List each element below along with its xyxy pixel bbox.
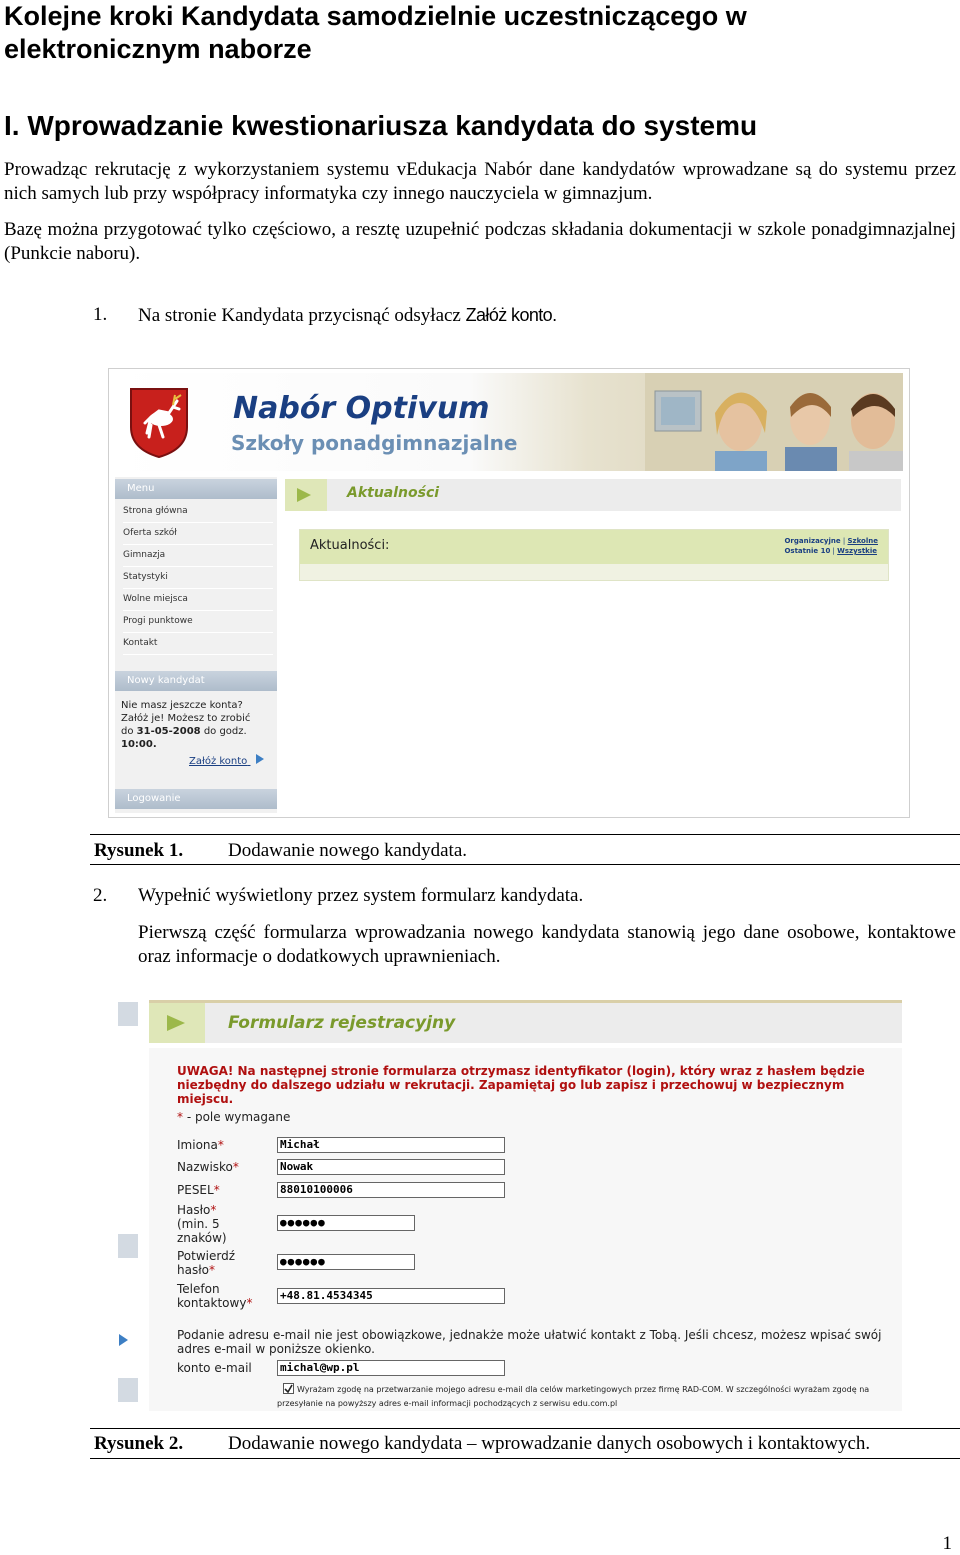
left-strip-block <box>118 1234 138 1258</box>
consent-text: Wyrażam zgodę na przetwarzanie mojego adresu e-mail dla celów marketingowych przez firmę RAD-COM. W szczególności wyrażam zgodę na przesyłanie na powyższy adres e-mail informacji pochodzących z serwisu edu.com.pl <box>277 1385 870 1408</box>
step2-text: Wypełnić wyświetlony przez system formularz kandydata. <box>138 885 584 906</box>
figure1-caption: Dodawanie nowego kandydata. <box>228 840 468 861</box>
content-title: Aktualności <box>347 485 440 501</box>
site-brand: Nabór Optivum <box>233 391 490 426</box>
last-name-label <box>177 1160 239 1174</box>
first-name-label <box>177 1138 224 1152</box>
news-link-school[interactable]: Szkolne <box>847 537 878 545</box>
menu-item-thresholds[interactable]: Progi punktowe <box>123 611 273 633</box>
page-number: 1 <box>942 1533 952 1554</box>
arrow-right-icon <box>285 479 327 511</box>
step1-link-text: Załóż konto. <box>465 305 557 325</box>
menu-item-school-offer[interactable]: Oferta szkół <box>123 523 273 545</box>
create-account-link-label[interactable]: Załóż konto <box>189 756 248 767</box>
password-hint-2: znaków) <box>177 1231 227 1245</box>
caption1-top-rule <box>90 834 960 835</box>
content-header <box>285 479 901 511</box>
figure1-label: Rysunek 1. <box>94 840 184 861</box>
menu-item-home[interactable]: Strona główna <box>123 501 273 523</box>
phone-label-text-1: Telefon <box>177 1282 220 1296</box>
new-candidate-box <box>121 699 271 768</box>
confirm-label-text-2: hasło <box>177 1263 209 1277</box>
sidebar <box>115 477 277 813</box>
login-header[interactable]: Logowanie <box>115 789 277 809</box>
paragraph-1: Prowadząc rekrutację z wykorzystaniem systemu vEdukacja Nabór dane kandydatów wprowadzane są do systemu przez nich samych lub przy współpracy informatyka czy innego nauczyciela w gimnazjum. <box>4 159 956 204</box>
menu-header: Menu <box>115 479 277 499</box>
news-bar <box>300 530 888 564</box>
site-subtitle: Szkoły ponadgimnazjalne <box>231 431 518 455</box>
screenshot-main-page <box>108 368 910 818</box>
figure2-caption: Dodawanie nowego kandydata – wprowadzanie danych osobowych i kontaktowych. <box>228 1433 871 1454</box>
caption1-bottom-rule <box>90 864 960 865</box>
form-body <box>149 1048 902 1411</box>
password-label-text: Hasło <box>177 1203 211 1217</box>
news-link-last10[interactable]: Ostatnie 10 <box>784 547 831 555</box>
menu-item-statistics[interactable]: Statystyki <box>123 567 273 589</box>
arrow-right-icon <box>149 1003 205 1043</box>
new-candidate-deadline <box>121 725 271 738</box>
caption2-bottom-rule <box>90 1458 960 1459</box>
new-candidate-text1: Nie masz jeszcze konta? <box>121 700 243 711</box>
menu-item-gymnasiums[interactable]: Gimnazja <box>123 545 273 567</box>
document-title-line2: elektronicznym naborze <box>4 34 312 64</box>
confirm-label-text-1: Potwierdź <box>177 1249 236 1263</box>
header-photo <box>645 373 903 471</box>
left-strip-block <box>118 1282 138 1290</box>
step1-number: 1. <box>93 304 108 325</box>
news-link-organizational[interactable]: Organizacyjne <box>784 537 841 545</box>
document-title-line1: Kolejne kroki Kandydata samodzielnie uczestniczącego w <box>4 1 747 31</box>
news-separator-2: | <box>832 547 835 555</box>
form-header <box>149 1000 902 1043</box>
confirm-password-field[interactable]: ●●●●●● <box>277 1254 415 1270</box>
required-note <box>177 1110 290 1124</box>
left-strip-block <box>118 1378 138 1402</box>
form-warning: UWAGA! Na następnej stronie formularza otrzymasz identyfikator (login), który wraz z hasłem będzie niezbędny do dalszego udziału w rekrutacji. Zapamiętaj go lub zapisz i przechowuj w bezpiecznym miejscu. <box>177 1064 865 1106</box>
confirm-password-label <box>177 1249 235 1277</box>
section-heading: I. Wprowadzanie kwestionariusza kandydata do systemu <box>4 110 758 141</box>
step2-paragraph: Pierwszą część formularza wprowadzania nowego kandydata stanowią jego dane osobowe, kontaktowe oraz informacje o dodatkowych uprawnieniach. <box>138 922 956 967</box>
figure2-label: Rysunek 2. <box>94 1433 184 1454</box>
deadline-date: 31-05-2008 <box>136 726 201 737</box>
pesel-label-text: PESEL <box>177 1183 214 1197</box>
phone-label <box>177 1282 252 1310</box>
form-title: Formularz rejestracyjny <box>228 1013 456 1033</box>
left-strip <box>115 986 139 1411</box>
document-title <box>4 0 747 66</box>
screenshot-registration-form <box>115 986 902 1411</box>
pesel-field[interactable]: 88010100006 <box>277 1182 505 1198</box>
deadline-hour-prefix: do godz. <box>203 726 247 737</box>
required-star: * <box>208 1263 215 1277</box>
email-field[interactable]: michal@wp.pl <box>277 1360 505 1376</box>
step1-line <box>138 303 556 328</box>
menu-item-contact[interactable]: Kontakt <box>123 633 273 655</box>
required-star: * <box>232 1160 239 1174</box>
required-note-text: - pole wymagane <box>183 1110 291 1124</box>
password-field[interactable]: ●●●●●● <box>277 1215 415 1231</box>
caption2-top-rule <box>90 1428 960 1429</box>
phone-label-text-2: kontaktowy <box>177 1296 247 1310</box>
email-label: konto e-mail <box>177 1361 252 1375</box>
phone-field[interactable]: +48.81.4534345 <box>277 1288 505 1304</box>
required-star: * <box>217 1138 224 1152</box>
required-star: * <box>213 1183 220 1197</box>
news-label: Aktualności: <box>310 538 390 553</box>
site-header <box>115 373 903 471</box>
create-account-link[interactable] <box>121 754 271 768</box>
step1-text: Na stronie Kandydata przycisnąć odsyłacz <box>138 305 466 326</box>
news-link-all[interactable]: Wszystkie <box>837 547 877 555</box>
last-name-label-text: Nazwisko <box>177 1160 233 1174</box>
required-star: * <box>210 1203 217 1217</box>
arrow-right-icon <box>119 1334 128 1346</box>
pesel-label <box>177 1183 220 1197</box>
coat-of-arms-icon <box>129 387 189 459</box>
last-name-field[interactable]: Nowak <box>277 1159 505 1175</box>
left-strip-block <box>118 1002 138 1026</box>
first-name-field[interactable]: Michał <box>277 1137 505 1153</box>
news-links <box>784 536 878 556</box>
menu-item-free-places[interactable]: Wolne miejsca <box>123 589 273 611</box>
deadline-prefix: do <box>121 726 134 737</box>
password-hint-1: (min. 5 <box>177 1217 220 1231</box>
password-label <box>177 1203 227 1245</box>
required-star: * <box>246 1296 253 1310</box>
email-note: Podanie adresu e-mail nie jest obowiązkowe, jednakże może ułatwić kontakt z Tobą. Jeśli chcesz, możesz wpisać swój adres e-mail w poniższe okienko. <box>177 1328 882 1356</box>
news-panel <box>299 529 889 581</box>
paragraph-2: Bazę można przygotować tylko częściowo, a resztę uzupełnić podczas składania dokumentacji w szkole ponadgimnazjalnej (Punkcie naboru). <box>4 219 956 264</box>
first-name-label-text: Imiona <box>177 1138 218 1152</box>
required-star: * <box>177 1110 183 1124</box>
arrow-right-icon[interactable] <box>256 754 264 764</box>
news-separator: | <box>842 537 846 545</box>
new-candidate-text2: Załóż je! Możesz to zrobić <box>121 713 251 724</box>
step2-number: 2. <box>93 885 108 906</box>
new-candidate-header: Nowy kandydat <box>115 671 277 691</box>
deadline-time: 10:00. <box>121 739 157 750</box>
